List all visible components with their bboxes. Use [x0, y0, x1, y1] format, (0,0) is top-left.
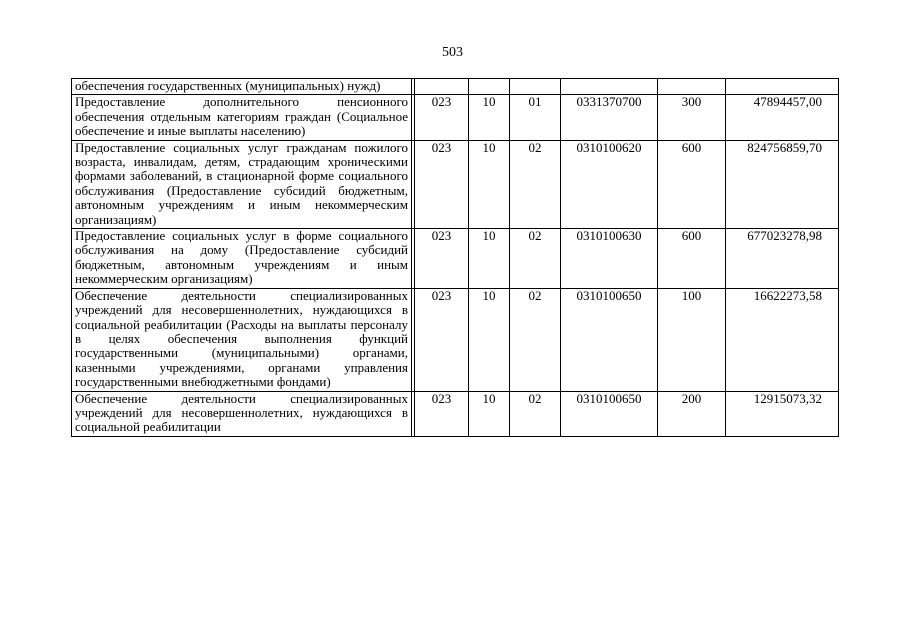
- row-amount: 824756859,70: [726, 140, 839, 228]
- row-admin-code: 023: [415, 95, 469, 140]
- row-admin-code: 023: [415, 391, 469, 436]
- row-description: Обеспечение деятельности специализированных учреждений для несовершеннолетних, нуждающихся в социальной реабилитации: [72, 391, 412, 436]
- row-section-code: 10: [469, 288, 510, 391]
- row-subsection-code: [510, 79, 561, 95]
- row-expense-type: 200: [658, 391, 726, 436]
- table-row: [72, 140, 839, 228]
- row-description: Предоставление социальных услуг в форме социального обслуживания на дому (Предоставление субсидий бюджетным, автономным учреждениям и иным некоммерческим организациям): [72, 229, 412, 289]
- row-description: обеспечения государственных (муниципальных) нужд): [72, 79, 412, 95]
- row-subsection-code: 01: [510, 95, 561, 140]
- row-amount: [726, 79, 839, 95]
- row-subsection-code: 02: [510, 288, 561, 391]
- row-description: Предоставление социальных услуг гражданам пожилого возраста, инвалидам, детям, страдающим хроническими формами заболеваний, в стационарной форме социального обслуживания (Предоставление субсидий бюджетным, автономным учреждениям и иным некоммерческим организациям): [72, 140, 412, 228]
- row-subsection-code: 02: [510, 140, 561, 228]
- row-amount: 12915073,32: [726, 391, 839, 436]
- budget-table: [71, 78, 839, 437]
- row-expense-type: 600: [658, 140, 726, 228]
- row-admin-code: 023: [415, 229, 469, 289]
- table-row: [72, 288, 839, 391]
- row-target-code: 0310100620: [561, 140, 658, 228]
- table-row: [72, 229, 839, 289]
- row-amount: 16622273,58: [726, 288, 839, 391]
- row-amount: 677023278,98: [726, 229, 839, 289]
- row-section-code: 10: [469, 140, 510, 228]
- page-number: 503: [442, 45, 463, 60]
- row-expense-type: [658, 79, 726, 95]
- row-description: Обеспечение деятельности специализированных учреждений для несовершеннолетних, нуждающихся в социальной реабилитации (Расходы на выплаты персоналу в целях обеспечения выполнения функций государственными (муниципальными) органами, казенными учреждениями, органами управления государственными внебюджетными фондами): [72, 288, 412, 391]
- table-body: [72, 79, 839, 437]
- row-section-code: [469, 79, 510, 95]
- table-row: [72, 95, 839, 140]
- row-admin-code: 023: [415, 140, 469, 228]
- row-section-code: 10: [469, 95, 510, 140]
- table-row: [72, 79, 839, 95]
- row-target-code: 0310100630: [561, 229, 658, 289]
- row-amount: 47894457,00: [726, 95, 839, 140]
- table-row: [72, 391, 839, 436]
- row-admin-code: 023: [415, 288, 469, 391]
- row-subsection-code: 02: [510, 229, 561, 289]
- row-section-code: 10: [469, 391, 510, 436]
- row-target-code: 0310100650: [561, 288, 658, 391]
- row-expense-type: 300: [658, 95, 726, 140]
- row-target-code: 0310100650: [561, 391, 658, 436]
- row-expense-type: 100: [658, 288, 726, 391]
- row-expense-type: 600: [658, 229, 726, 289]
- row-admin-code: [415, 79, 469, 95]
- row-target-code: [561, 79, 658, 95]
- row-section-code: 10: [469, 229, 510, 289]
- row-description: Предоставление дополнительного пенсионного обеспечения отдельным категориям граждан (Социальное обеспечение и иные выплаты населению): [72, 95, 412, 140]
- row-target-code: 0331370700: [561, 95, 658, 140]
- row-subsection-code: 02: [510, 391, 561, 436]
